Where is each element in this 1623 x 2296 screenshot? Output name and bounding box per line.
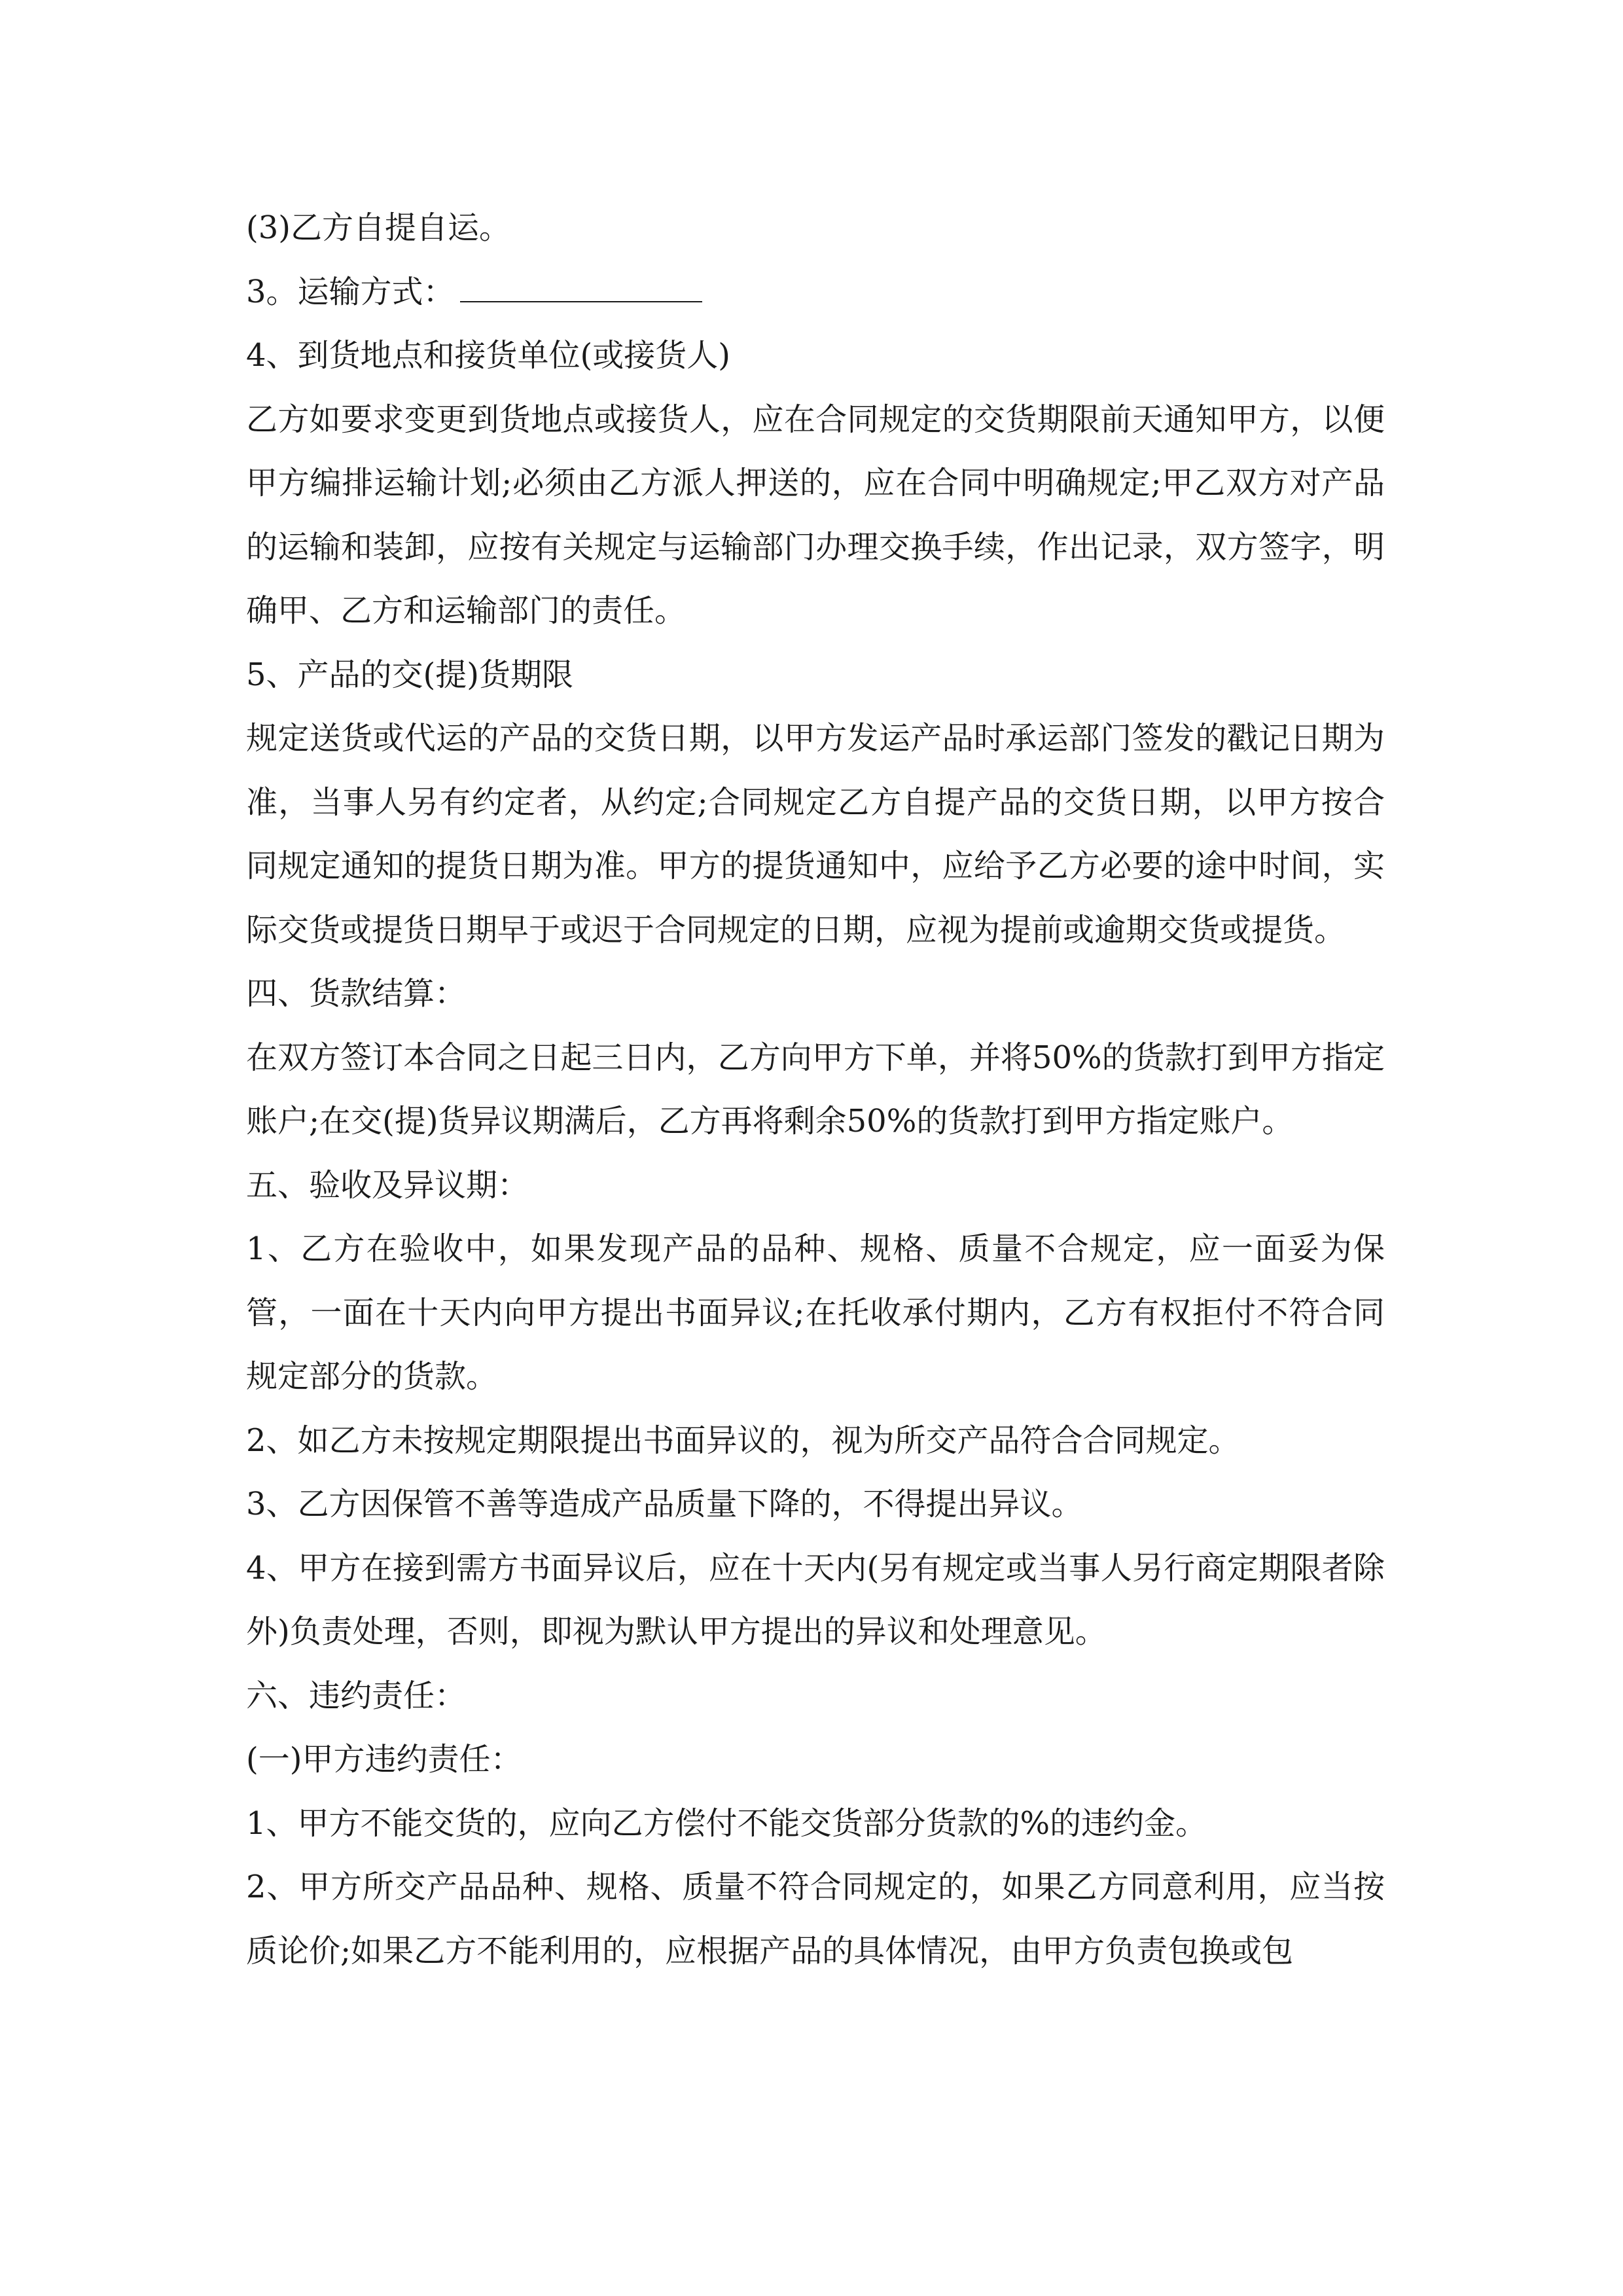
paragraph-liability-2: 2、甲方所交产品品种、规格、质量不符合同规定的，如果乙方同意利用，应当按质论价;如果乙方不能利用的，应根据产品的具体情况，由甲方负责包换或包 bbox=[246, 1869, 1385, 1969]
paragraph-inspection-2: 2、如乙方未按规定期限提出书面异议的，视为所交产品符合合同规定。 bbox=[246, 1422, 1240, 1459]
heading-inspection: 五、验收及异议期： bbox=[246, 1166, 529, 1204]
heading-delivery-period: 5、产品的交(提)货期限 bbox=[246, 656, 573, 693]
transport-method-blank bbox=[460, 275, 702, 302]
paragraph-self-pickup: (3)乙方自提自运。 bbox=[246, 209, 510, 246]
paragraph-delivery-date: 规定送货或代运的产品的交货日期，以甲方发运产品时承运部门签发的戳记日期为准，当事人另有约定者，从约定;合同规定乙方自提产品的交货日期，以甲方按合同规定通知的提货日期为准。甲方的提货通知中，应给予乙方必要的途中时间，实际交货或提货日期早于或迟于合同规定的日期，应视为提前或逾期交货或提货。 bbox=[246, 720, 1385, 948]
document-body bbox=[246, 196, 1385, 1983]
paragraph-transport-method bbox=[246, 260, 1385, 325]
heading-liability: 六、违约责任： bbox=[246, 1677, 467, 1714]
paragraph-delivery-change: 乙方如要求变更到货地点或接货人，应在合同规定的交货期限前天通知甲方，以便甲方编排运输计划;必须由乙方派人押送的，应在合同中明确规定;甲乙双方对产品的运输和装卸，应按有关规定与运输部门办理交换手续，作出记录，双方签字，明确甲、乙方和运输部门的责任。 bbox=[246, 401, 1385, 629]
paragraph-liability-1: 1、甲方不能交货的，应向乙方偿付不能交货部分货款的%的违约金。 bbox=[246, 1804, 1207, 1842]
paragraph-payment: 在双方签订本合同之日起三日内，乙方向甲方下单，并将50%的货款打到甲方指定账户;在交(提)货异议期满后，乙方再将剩余50%的货款打到甲方指定账户。 bbox=[246, 1039, 1385, 1139]
paragraph-inspection-1: 1、乙方在验收中，如果发现产品的品种、规格、质量不合规定，应一面妥为保管，一面在十天内向甲方提出书面异议;在托收承付期内，乙方有权拒付不符合同规定部分的货款。 bbox=[246, 1230, 1385, 1395]
heading-payment: 四、货款结算： bbox=[246, 975, 467, 1012]
transport-method-label: 3。运输方式： bbox=[246, 273, 455, 310]
heading-delivery-location: 4、到货地点和接货单位(或接货人) bbox=[246, 337, 730, 374]
paragraph-inspection-3: 3、乙方因保管不善等造成产品质量下降的，不得提出异议。 bbox=[246, 1486, 1083, 1522]
paragraph-inspection-4: 4、甲方在接到需方书面异议后，应在十天内(另有规定或当事人另行商定期限者除外)负责处理，否则，即视为默认甲方提出的异议和处理意见。 bbox=[246, 1549, 1385, 1650]
subheading-party-a-liability: (一)甲方违约责任： bbox=[246, 1741, 522, 1778]
